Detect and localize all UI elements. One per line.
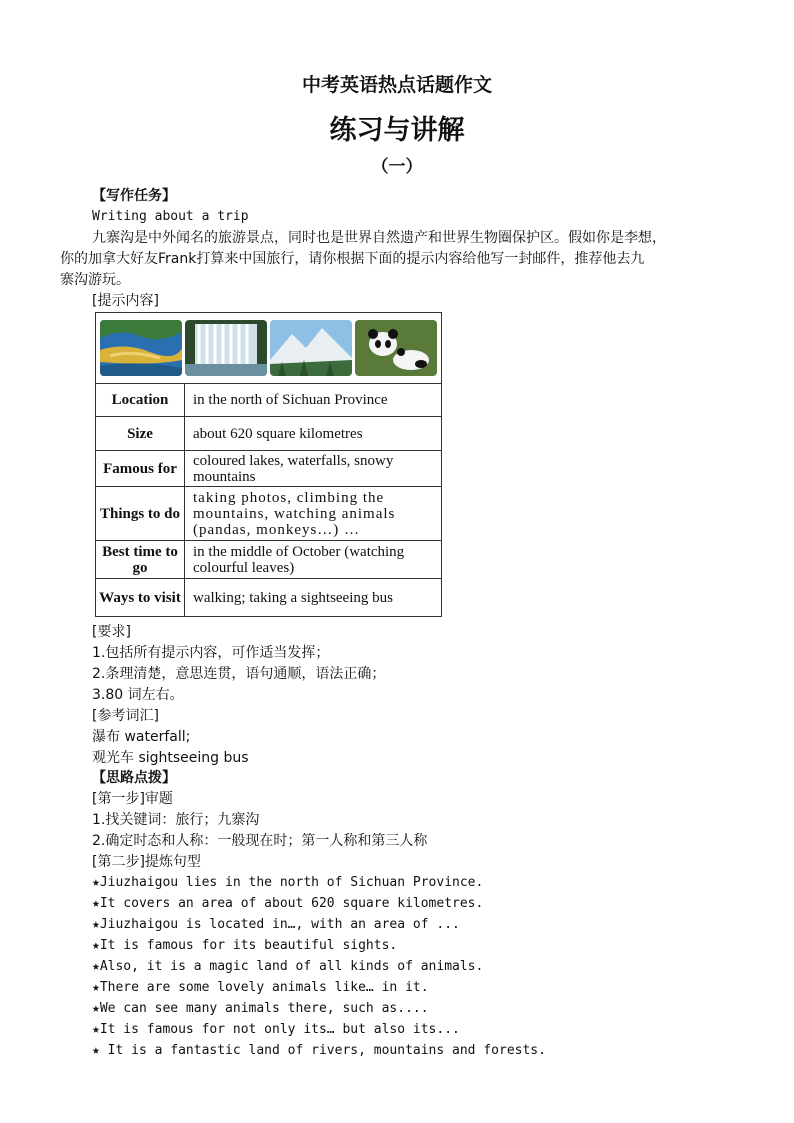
requirement-item: 3.80 词左右。: [92, 687, 184, 703]
row-label-location: Location: [96, 384, 185, 417]
sentence-pattern: ★Also, it is a magic land of all kinds of animals.: [92, 959, 484, 974]
table-row: [96, 541, 442, 579]
row-value-location: in the north of Sichuan Province: [185, 384, 442, 417]
task-heading: 【写作任务】: [92, 188, 176, 204]
photo-strip: [96, 313, 442, 384]
requirement-item: 1.包括所有提示内容，可作适当发挥；: [92, 645, 330, 661]
table-row: [96, 451, 442, 487]
row-label-best-time: Best time to go: [96, 541, 185, 579]
requirement-item: 2.条理清楚，意思连贯，语句通顺，语法正确；: [92, 666, 386, 682]
sentence-pattern: ★It covers an area of about 620 square kilometres.: [92, 896, 484, 911]
waterfall-image: [185, 320, 267, 376]
table-row: [96, 579, 442, 617]
sentence-pattern: ★We can see many animals there, such as....: [92, 1001, 429, 1016]
sentence-pattern: ★Jiuzhaigou is located in…, with an area of ...: [92, 917, 460, 932]
row-value-best-time: in the middle of October (watching colourful leaves): [185, 541, 442, 579]
row-value-things: taking photos, climbing the mountains, watching animals (pandas, monkeys…) …: [185, 487, 442, 541]
panda-image: [355, 320, 437, 376]
step1-heading: [第一步]审题: [92, 791, 173, 807]
sentence-pattern: ★It is famous for its beautiful sights.: [92, 938, 398, 953]
table-row: [96, 417, 442, 451]
row-value-famous: coloured lakes, waterfalls, snowy mountains: [185, 451, 442, 487]
table-row: [96, 384, 442, 417]
row-value-ways: walking; taking a sightseeing bus: [185, 579, 442, 617]
row-value-size: about 620 square kilometres: [185, 417, 442, 451]
sentence-pattern: ★ It is a fantastic land of rivers, mountains and forests.: [92, 1043, 546, 1058]
task-topic: Writing about a trip: [92, 209, 249, 224]
document-subtitle: 练习与讲解: [329, 115, 465, 146]
hint-table: [95, 312, 442, 617]
vocab-heading: [参考词汇]: [92, 708, 159, 724]
task-paragraph-line-2: 你的加拿大好友Frank打算来中国旅行，请你根据下面的提示内容给他写一封邮件，推荐他去九: [60, 251, 645, 267]
row-label-size: Size: [96, 417, 185, 451]
document-title: 中考英语热点话题作文: [301, 74, 492, 96]
vocab-item: 观光车 sightseeing bus: [92, 750, 249, 766]
ideas-heading: 【思路点拨】: [92, 770, 176, 786]
hint-label: [提示内容]: [92, 293, 159, 309]
row-label-things: Things to do: [96, 487, 185, 541]
task-paragraph-line-3: 寨沟游玩。: [60, 272, 130, 288]
vocab-item: 瀑布 waterfall;: [92, 729, 191, 745]
sentence-pattern: ★Jiuzhaigou lies in the north of Sichuan Province.: [92, 875, 484, 890]
sentence-pattern: ★There are some lovely animals like… in it.: [92, 980, 429, 995]
requirements-heading: [要求]: [92, 624, 131, 640]
row-label-ways: Ways to visit: [96, 579, 185, 617]
snowy-mountain-image: [270, 320, 352, 376]
row-label-famous: Famous for: [96, 451, 185, 487]
step1-item: 1.找关键词：旅行；九寨沟: [92, 812, 260, 828]
section-number: （一）: [371, 157, 423, 177]
table-row: [96, 487, 442, 541]
sentence-pattern: ★It is famous for not only its… but also its...: [92, 1022, 460, 1037]
step1-item: 2.确定时态和人称：一般现在时；第一人称和第三人称: [92, 833, 428, 849]
coloured-lake-image: [100, 320, 182, 376]
task-paragraph-line-1: 九寨沟是中外闻名的旅游景点，同时也是世界自然遗产和世界生物圈保护区。假如你是李想，: [92, 230, 666, 246]
step2-heading: [第二步]提炼句型: [92, 854, 201, 870]
